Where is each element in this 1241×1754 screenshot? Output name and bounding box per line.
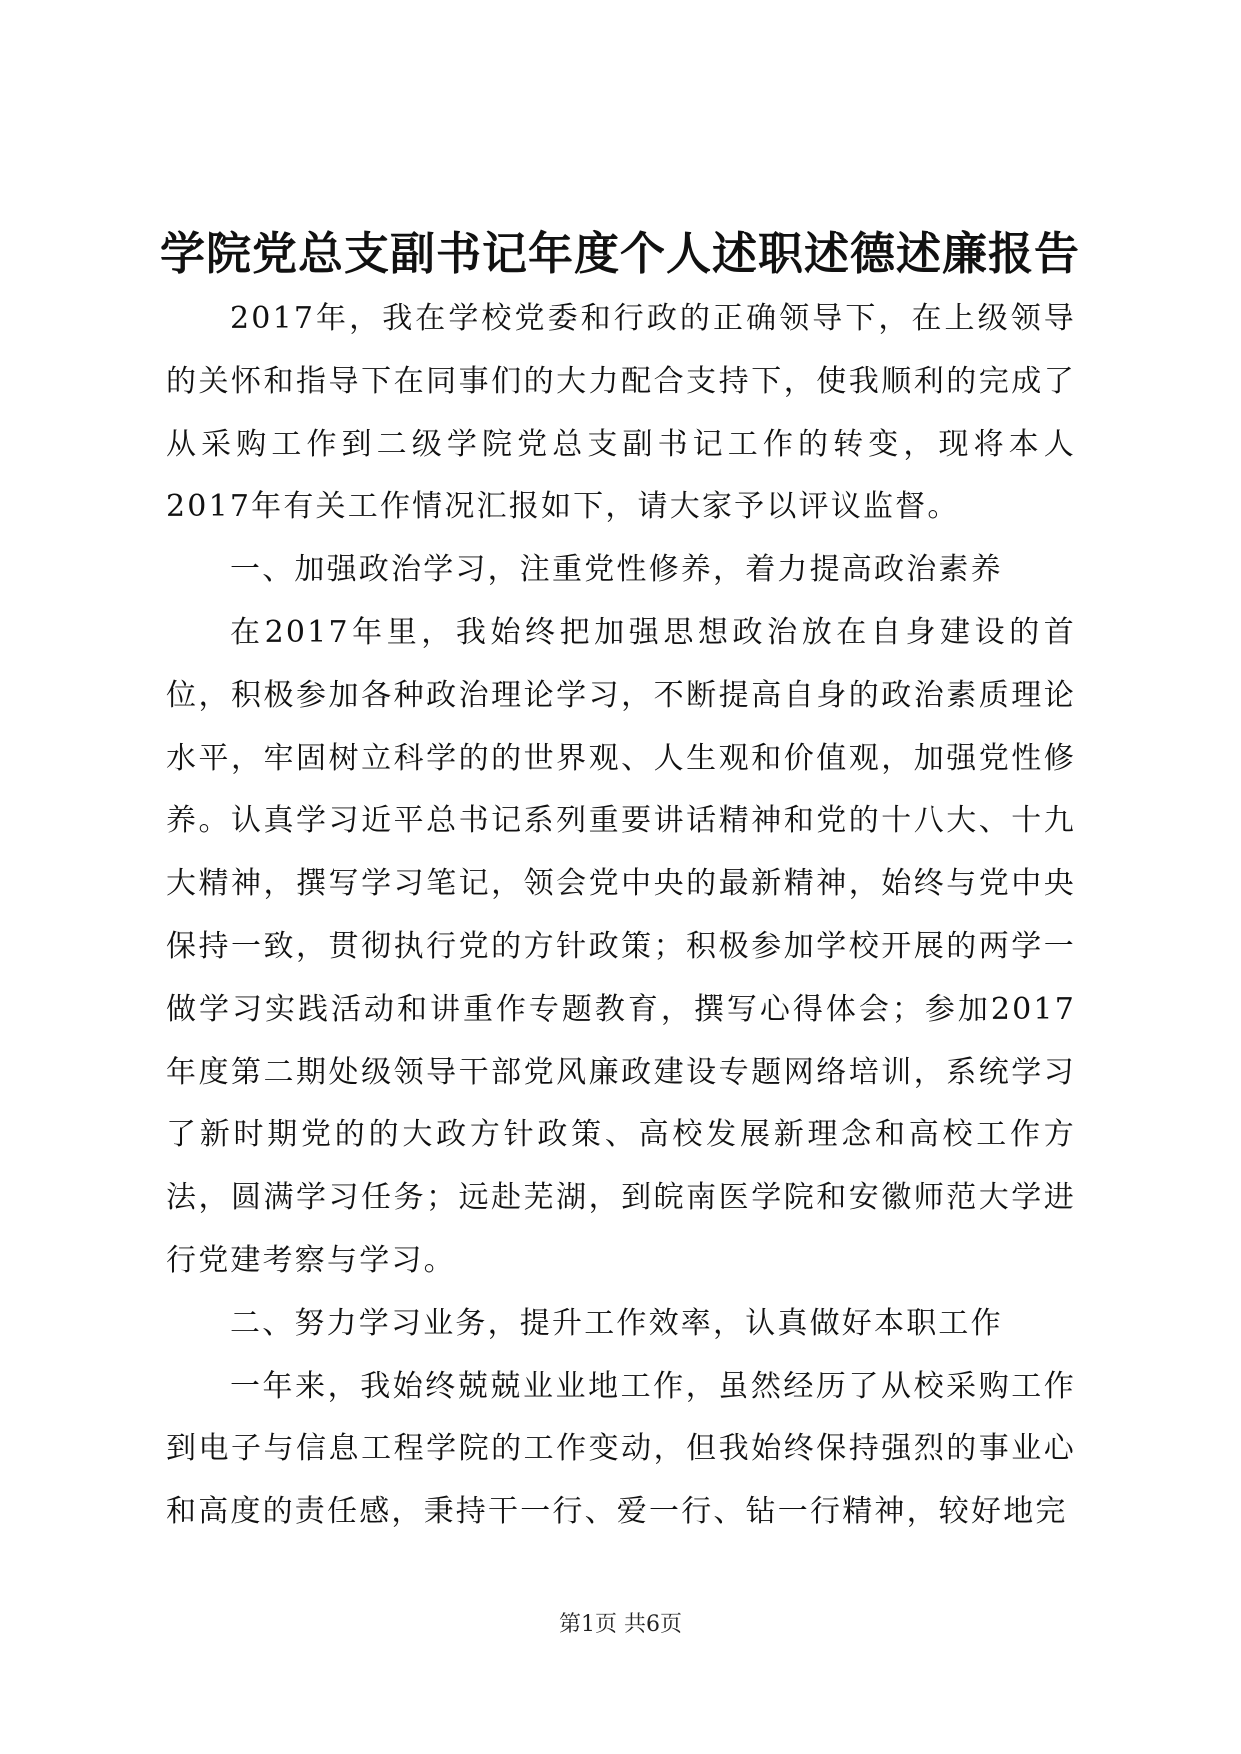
document-title: 学院党总支副书记年度个人述职述德述廉报告 — [160, 227, 1081, 280]
paragraph-intro: 2017年，我在学校党委和行政的正确领导下，在上级领导的关怀和指导下在同事们的大力配合支持下，使我顺利的完成了从采购工作到二级学院党总支副书记工作的转变，现将本人2017年有关工作情况汇报如下，请大家予以评议监督。 — [166, 301, 1076, 525]
paragraph-section-2: 一年来，我始终兢兢业业地工作，虽然经历了从校采购工作到电子与信息工程学院的工作变动，但我始终保持强烈的事业心和高度的责任感，秉持干一行、爱一行、钻一行精神，较好地完 — [166, 1368, 1076, 1530]
page-number-footer: 第1页 共6页 — [559, 1612, 682, 1637]
section-heading-2: 二、努力学习业务，提升工作效率，认真做好本职工作 — [230, 1305, 1003, 1341]
section-heading-1: 一、加强政治学习，注重党性修养，着力提高政治素养 — [230, 552, 1003, 588]
document-body — [166, 288, 1076, 1544]
paragraph-section-1: 在2017年里，我始终把加强思想政治放在自身建设的首位，积极参加各种政治理论学习，不断提高自身的政治素质理论水平，牢固树立科学的的世界观、人生观和价值观，加强党性修养。认真学习近平总书记系列重要讲话精神和党的十八大、十九大精神，撰写学习笔记，领会党中央的最新精神，始终与党中央保持一致，贯彻执行党的方针政策；积极参加学校开展的两学一做学习实践活动和讲重作专题教育，撰写心得体会；参加2017年度第二期处级领导干部党风廉政建设专题网络培训，系统学习了新时期党的的大政方针政策、高校发展新理念和高校工作方法，圆满学习任务；远赴芜湖，到皖南医学院和安徽师范大学进行党建考察与学习。 — [166, 614, 1076, 1278]
